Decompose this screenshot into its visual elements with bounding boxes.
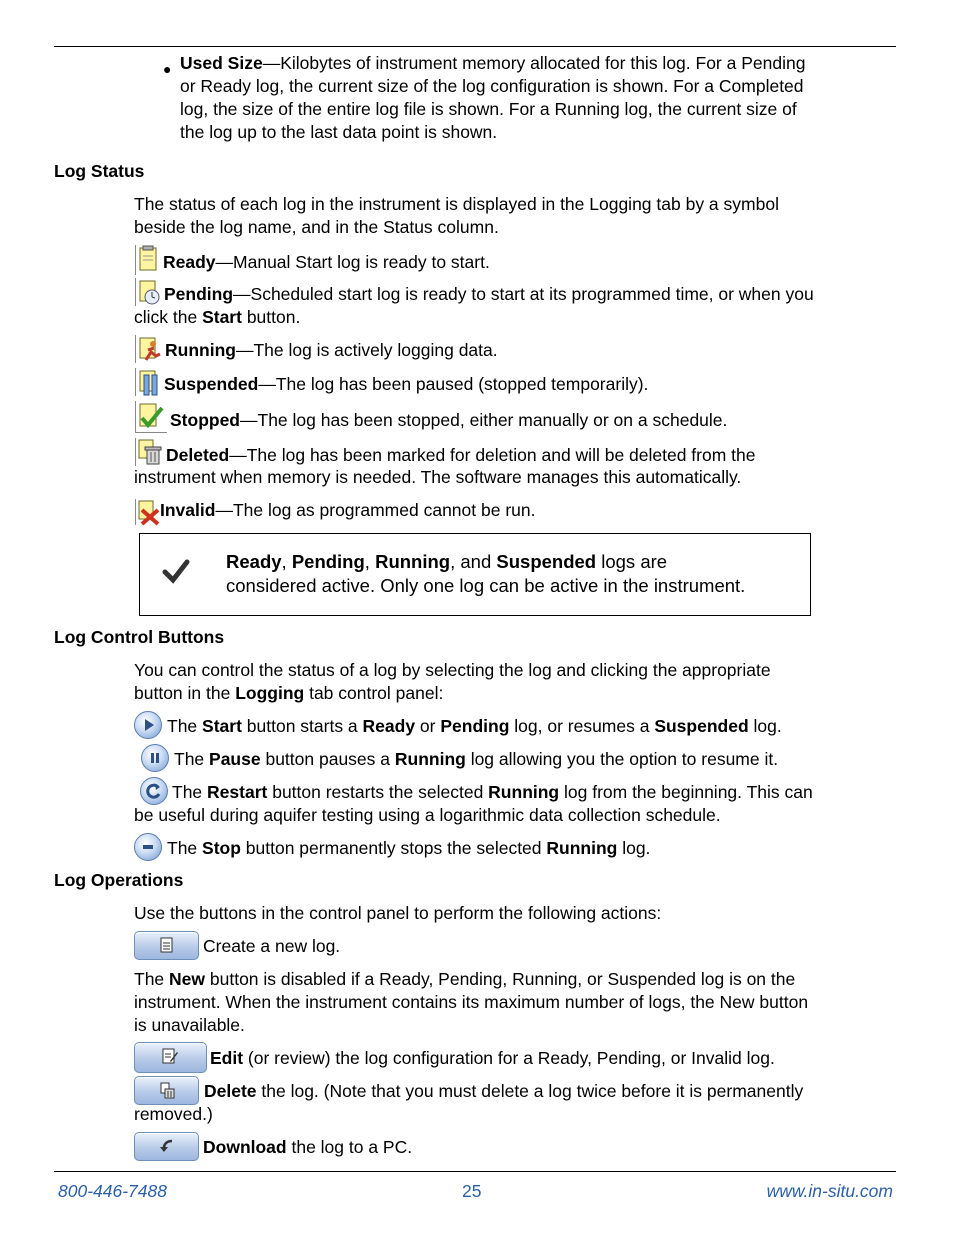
log-operations-heading: Log Operations [54,870,184,890]
footer-url[interactable]: www.in-situ.com [766,1181,893,1201]
used-size-line-3: log, the size of the entire log file is shown. For a Running log, the current size of [180,99,797,119]
log-control-heading: Log Control Buttons [54,627,225,647]
delete-log-button[interactable] [134,1076,199,1105]
delete-desc: Delete the log. (Note that you must delete a log twice before it is permanently [204,1081,804,1101]
download-log-button[interactable] [134,1132,199,1161]
edit-desc: Edit (or review) the log configuration for a Ready, Pending, or Invalid log. [210,1048,775,1068]
new-desc: Create a new log. [203,936,341,956]
bullet-dot: ● [163,61,172,77]
new-note-line-3: is unavailable. [134,1015,245,1035]
status-invalid: Invalid—The log as programmed cannot be run. [160,500,536,520]
pause-button-icon[interactable] [141,744,169,772]
log-status-intro-2: beside the log name, and in the Status column. [134,217,499,237]
stop-button-icon[interactable] [134,833,162,861]
status-ready: Ready—Manual Start log is ready to start. [163,252,490,272]
ready-log-icon [134,244,162,274]
start-desc: The Start button starts a Ready or Pending log, or resumes a Suspended log. [167,716,782,736]
start-button-icon[interactable] [134,711,162,739]
restart-desc: The Restart button restarts the selected Running log from the beginning. This can [172,782,813,802]
edit-log-icon [161,1047,179,1067]
pause-desc: The Pause button pauses a Running log allowing you the option to resume it. [174,749,779,769]
active-logs-note [139,533,811,616]
deleted-log-icon [134,437,162,467]
delete-log-icon [158,1081,176,1099]
new-note-line-1: The New button is disabled if a Ready, Pending, Running, or Suspended log is on the [134,969,796,989]
status-suspended: Suspended—The log has been paused (stopped temporarily). [164,374,649,394]
status-pending: Pending—Scheduled start log is ready to start at its programmed time, or when you [164,284,814,304]
log-status-intro-1: The status of each log in the instrument is displayed in the Logging tab by a symbol [134,194,779,214]
checkmark-icon [162,558,190,589]
note-line-1: Ready, Pending, Running, and Suspended logs are [226,551,668,572]
used-size-line-1: Used Size—Kilobytes of instrument memory allocated for this log. For a Pending [180,53,806,73]
stop-desc: The Stop button permanently stops the selected Running log. [167,838,651,858]
download-desc: Download the log to a PC. [203,1137,413,1157]
footer-page-number: 25 [462,1181,482,1201]
new-note-line-2: instrument. When the instrument contains its maximum number of logs, the New button [134,992,809,1012]
new-log-button[interactable] [134,931,199,960]
top-rule [54,46,896,47]
running-log-icon [134,334,162,364]
edit-log-button[interactable] [134,1042,207,1073]
new-log-icon [159,936,175,954]
status-deleted-line-2: instrument when memory is needed. The software manages this automatically. [134,467,742,487]
status-deleted: Deleted—The log has been marked for deletion and will be deleted from the [166,445,756,465]
log-control-intro-2: button in the Logging tab control panel: [134,683,444,703]
log-ops-intro: Use the buttons in the control panel to perform the following actions: [134,903,662,923]
pending-log-icon [134,277,162,307]
restart-desc-line-2: be useful during aquifer testing using a logarithmic data collection schedule. [134,805,721,825]
stopped-log-icon [134,400,168,434]
delete-desc-line-2: removed.) [134,1104,213,1124]
status-running: Running—The log is actively logging data. [165,340,498,360]
log-control-intro-1: You can control the status of a log by selecting the log and clicking the appropriate [134,660,771,680]
footer-phone: 800-446-7488 [58,1181,167,1201]
restart-button-icon[interactable] [140,777,168,805]
footer-rule [54,1171,896,1172]
suspended-log-icon [134,367,162,397]
invalid-log-icon [134,498,162,528]
used-size-line-4: the log up to the last data point is shown. [180,122,498,142]
log-status-heading: Log Status [54,161,145,181]
note-line-2: considered active. Only one log can be active in the instrument. [226,575,746,596]
used-size-line-2: or Ready log, the current size of the log configuration is shown. For a Completed [180,76,804,96]
status-pending-line-2: click the Start button. [134,307,301,327]
status-stopped: Stopped—The log has been stopped, either manually or on a schedule. [170,410,728,430]
download-log-icon [158,1138,176,1154]
